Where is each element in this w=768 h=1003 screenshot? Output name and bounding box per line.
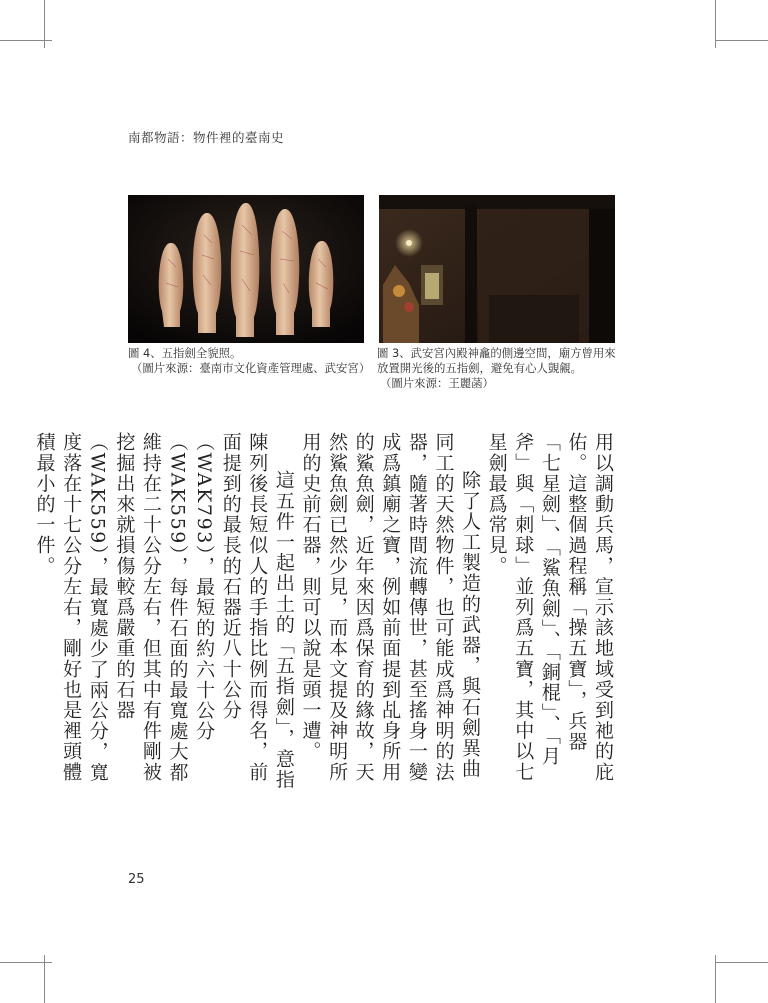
figure-caption-right	[377, 346, 619, 391]
temple-shrine-photo	[379, 195, 615, 343]
crop-mark	[0, 40, 52, 41]
crop-mark	[715, 40, 768, 41]
crop-mark	[0, 962, 52, 963]
paragraph: 這五件一起出土的「五指劍」，意指陳列後長短似人的手指比例而得名，前面提到的最長的石器近八十公分（WAK793），最短的約六十公分（WAK559），每件石面的最寬處大都維持在二十公分左右，但其中有件剛被挖掘出來就損傷較爲嚴重的石器（WAK559），最寬處少了兩公分，寬度落在十七公分左右，剛好也是裡頭體積最小的一件。	[33, 432, 295, 791]
caption-title: 圖 4、五指劍全貌照。	[128, 346, 242, 360]
body-text	[33, 432, 616, 792]
crop-mark	[715, 962, 768, 963]
figure-caption-left	[128, 346, 371, 376]
page-number: 25	[128, 872, 145, 887]
caption-credit: （圖片來源：王麗菡）	[380, 376, 494, 390]
paragraph: 除了人工製造的武器，與石劍異曲同工的天然物件，也可能成爲神明的法器，隨著時間流轉傳世，甚至搖身一變成爲鎮廟之寶，例如前面提到乩身所用的鯊魚劍，近年來因爲保育的緣故，天然鯊魚劍已然少見，而本文提及神明所用的史前石器，則可以說是頭一遭。	[299, 432, 482, 783]
running-header: 南都物語：物件裡的臺南史	[128, 130, 285, 145]
stone-swords-photo	[128, 195, 364, 343]
caption-credit: （圖片來源：臺南市文化資產管理處、武安宮）	[131, 361, 371, 375]
paragraph: 用以調動兵馬，宣示該地域受到祂的庇佑。這整個過程稱「操五寶」，兵器「七星劍」、「鯊魚劍」、「銅棍」、「月斧」與「刺球」並列爲五寶，其中以七星劍最爲常見。	[485, 432, 614, 783]
caption-title: 圖 3、武安宮內殿神龕的側邊空間，廟方曾用來放置開光後的五指劍，避免有心人覬覦。	[377, 346, 616, 375]
